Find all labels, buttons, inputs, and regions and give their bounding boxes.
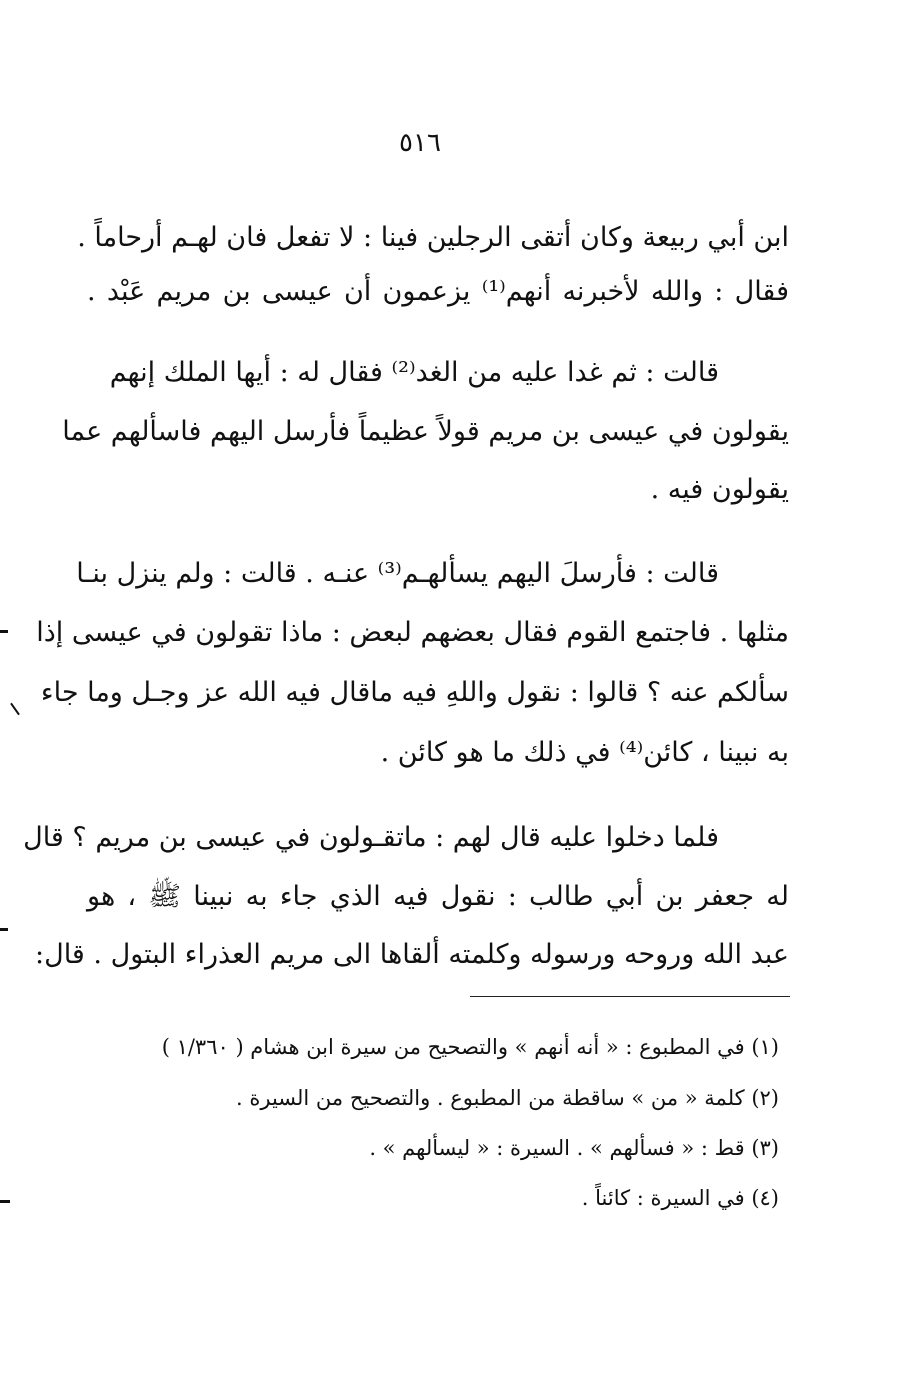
footnote-3: (٣) قط : « فسألهم » . السيرة : « ليسألهم » . (369, 1136, 779, 1160)
paragraph-2-line-3: يقولون فيه . (650, 474, 789, 505)
paragraph-3-line-3: سألكم عنه ؟ قالوا : نقول واللهِ فيه ماقال فيه الله عز وجـل وما جاء (40, 677, 789, 708)
page-number: ٥١٦ (399, 128, 441, 158)
paragraph-4-line-2: له جعفر بن أبي طالب : نقول فيه الذي جاء به نبينا ﷺ ، هو (87, 881, 789, 912)
scan-mark (0, 630, 8, 633)
paragraph-2-line-2: يقولون في عيسى بن مريم قولاً عظيماً فأرسل اليهم فاسألهم عما (62, 416, 789, 447)
paragraph-4-line-1: فلما دخلوا عليه قال لهم : ماتقـولون في عيسى بن مريم ؟ قال (23, 822, 719, 853)
footnote-4: (٤) في السيرة : كائناً . (581, 1186, 779, 1210)
footnote-2: (٢) كلمة « من » ساقطة من المطبوع . والتصحيح من السيرة . (236, 1086, 779, 1110)
footnote-separator (470, 996, 790, 997)
scan-mark (10, 703, 20, 716)
paragraph-2-line-1: قالت : ثم غدا عليه من الغد⁽²⁾ فقال له : أيها الملك إنهم (109, 357, 719, 388)
paragraph-4-line-3: عبد الله وروحه ورسوله وكلمته ألقاها الى مريم العذراء البتول . قال: (34, 939, 789, 970)
paragraph-3-line-1: قالت : فأرسلَ اليهم يسألهـم⁽³⁾ عنـه . قالت : ولم ينزل بنـا (76, 558, 719, 589)
scan-mark (0, 928, 8, 931)
footnote-1: (١) في المطبوع : « أنه أنهم » والتصحيح من سيرة ابن هشام ( ١/٣٦٠ ) (161, 1035, 779, 1059)
paragraph-1-line-1: ابن أبي ربيعة وكان أتقى الرجلين فينا : لا تفعل فان لهـم أرحاماً . (77, 222, 789, 253)
paragraph-1-line-2: فقال : والله لأخبرنه أنهم⁽¹⁾ يزعمون أن عيسى بن مريم عَبْد . (87, 276, 789, 307)
paragraph-3-line-2: مثلها . فاجتمع القوم فقال بعضهم لبعض : ماذا تقولون في عيسى إذا (36, 617, 789, 648)
paragraph-3-line-4: به نبينا ، كائن⁽⁴⁾ في ذلك ما هو كائن . (380, 737, 789, 768)
scan-mark (0, 1200, 10, 1203)
